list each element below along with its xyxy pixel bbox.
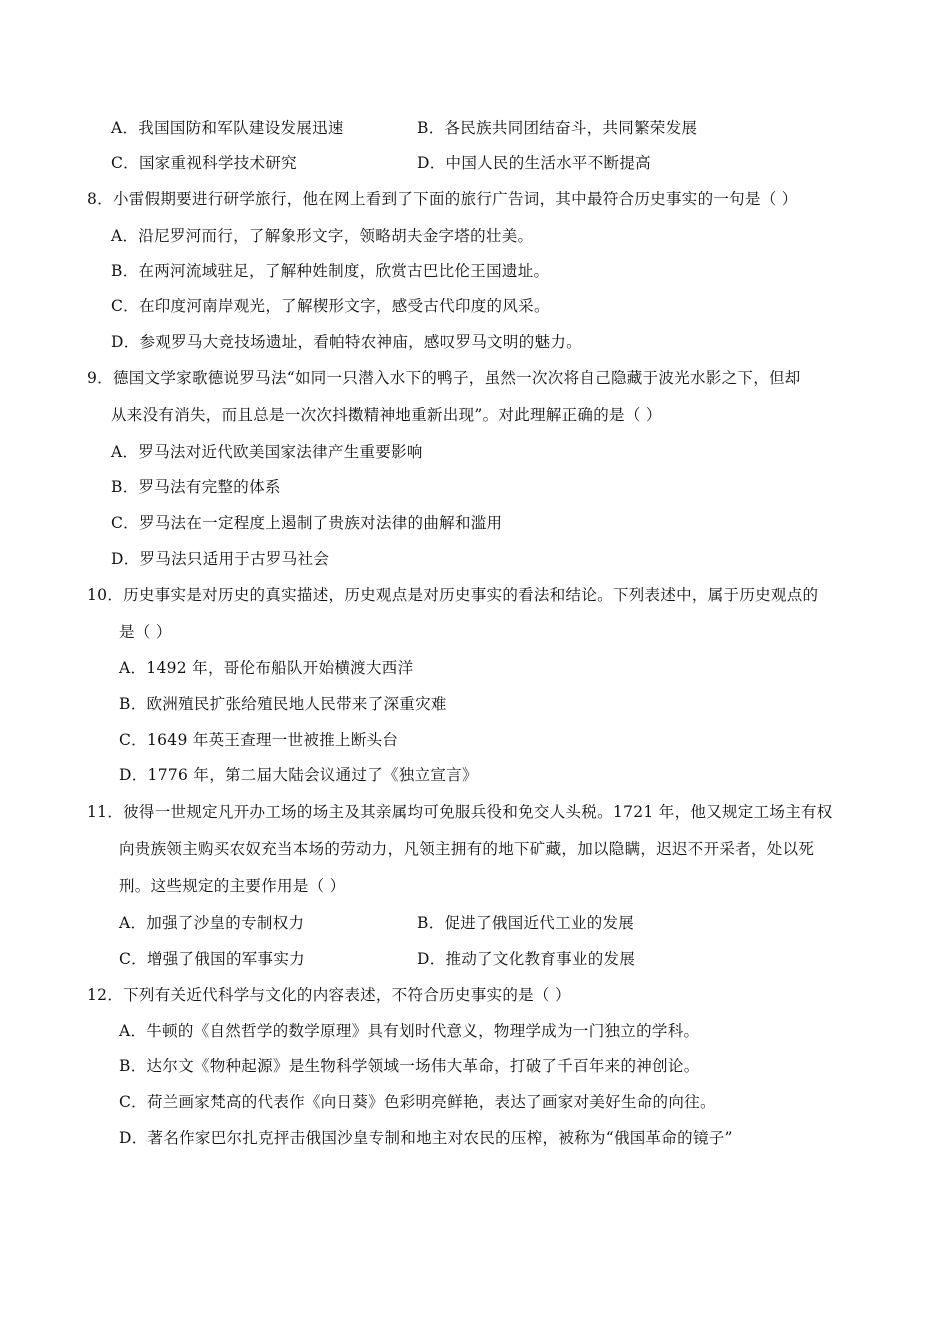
q8-option-b[interactable]: B．在两河流域驻足，了解种姓制度，欣赏古巴比伦王国遗址。 [111, 262, 550, 280]
q11-stem-line2: 向贵族领主购买农奴充当本场的劳动力，凡领主拥有的地下矿藏，加以隐瞒，迟迟不开采者，处以死 [119, 840, 815, 858]
q7-option-a[interactable]: A．我国国防和军队建设发展迅速 [111, 119, 344, 137]
q12-stem: 12．下列有关近代科学与文化的内容表述，不符合历史事实的是（ ） [87, 986, 571, 1004]
q7-option-c[interactable]: C．国家重视科学技术研究 [111, 154, 297, 172]
q11-stem-line3: 刑。这些规定的主要作用是（ ） [119, 877, 346, 895]
q9-option-b[interactable]: B．罗马法有完整的体系 [111, 478, 281, 496]
q7-option-b[interactable]: B．各民族共同团结奋斗，共同繁荣发展 [417, 119, 698, 137]
q9-option-a[interactable]: A．罗马法对近代欧美国家法律产生重要影响 [111, 443, 423, 461]
q10-option-a[interactable]: A．1492 年，哥伦布船队开始横渡大西洋 [119, 659, 414, 677]
q12-option-c[interactable]: C．荷兰画家梵高的代表作《向日葵》色彩明亮鲜艳，表达了画家对美好生命的向往。 [119, 1093, 716, 1111]
q10-option-b[interactable]: B．欧洲殖民扩张给殖民地人民带来了深重灾难 [119, 695, 447, 713]
q10-stem-line2: 是（ ） [119, 623, 172, 641]
q11-option-d[interactable]: D．推动了文化教育事业的发展 [417, 950, 636, 968]
q11-option-b[interactable]: B．促进了俄国近代工业的发展 [417, 914, 635, 932]
q9-stem-line1: 9．德国文学家歌德说罗马法“如同一只潜入水下的鸭子，虽然一次次将自己隐藏于波光水影之下，但却 [87, 369, 801, 387]
q10-option-c[interactable]: C．1649 年英王查理一世被推上断头台 [119, 731, 399, 749]
q12-option-b[interactable]: B．达尔文《物种起源》是生物科学领域一场伟大革命，打破了千百年来的神创论。 [119, 1057, 700, 1075]
q8-option-c[interactable]: C．在印度河南岸观光，了解楔形文字，感受古代印度的风采。 [111, 297, 550, 315]
q11-stem-line1: 11．彼得一世规定凡开办工场的场主及其亲属均可免服兵役和免交人头税。1721 年，他又规定工场主有权 [87, 803, 833, 821]
q8-stem: 8．小雷假期要进行研学旅行，他在网上看到了下面的旅行广告词，其中最符合历史事实的一句是（ ） [87, 190, 798, 208]
q11-option-a[interactable]: A．加强了沙皇的专制权力 [119, 914, 305, 932]
q12-option-d[interactable]: D．著名作家巴尔扎克抨击俄国沙皇专制和地主对农民的压榨，被称为“俄国革命的镜子” [119, 1129, 733, 1147]
q10-stem-line1: 10．历史事实是对历史的真实描述，历史观点是对历史事实的看法和结论。下列表述中，属于历史观点的 [87, 586, 819, 604]
q7-option-d[interactable]: D．中国人民的生活水平不断提高 [417, 154, 651, 172]
q9-stem-line2: 从来没有消失，而且总是一次次抖擞精神地重新出现”。对此理解正确的是（ ） [111, 406, 662, 424]
q12-option-a[interactable]: A．牛顿的《自然哲学的数学原理》具有划时代意义，物理学成为一门独立的学科。 [119, 1022, 700, 1040]
q9-option-c[interactable]: C．罗马法在一定程度上遏制了贵族对法律的曲解和滥用 [111, 514, 503, 532]
q8-option-a[interactable]: A．沿尼罗河而行，了解象形文字，领略胡夫金字塔的壮美。 [111, 227, 534, 245]
q9-option-d[interactable]: D．罗马法只适用于古罗马社会 [111, 550, 330, 568]
q8-option-d[interactable]: D．参观罗马大竞技场遗址，看帕特农神庙，感叹罗马文明的魅力。 [111, 333, 582, 351]
q10-option-d[interactable]: D．1776 年，第二届大陆会议通过了《独立宣言》 [119, 766, 478, 784]
q11-option-c[interactable]: C．增强了俄国的军事实力 [119, 950, 305, 968]
